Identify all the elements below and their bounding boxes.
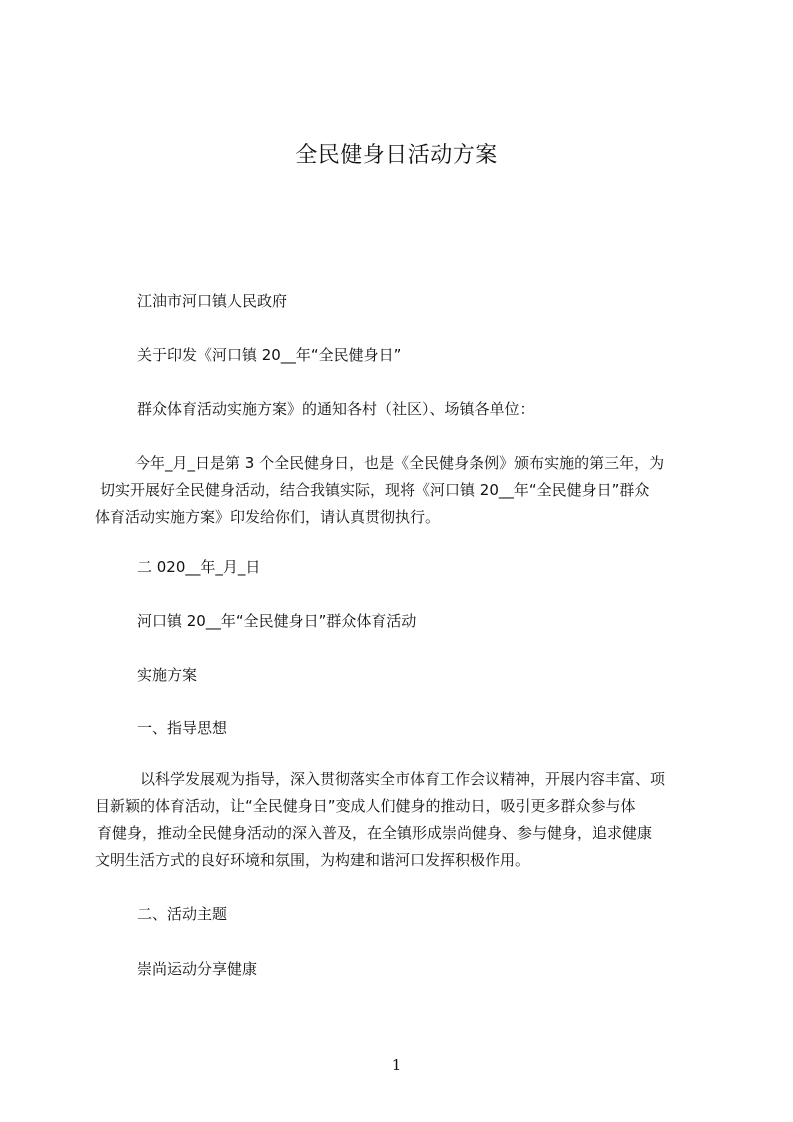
paragraph-guiding-line: 文明生活方式的良好环境和氛围，为构建和谐河口发挥积极作用。 <box>95 851 531 869</box>
section-heading-guiding-thought: 一、指导思想 <box>137 719 228 737</box>
paragraph-notice-line: 切实开展好全民健身活动，结合我镇实际，现将《河口镇 20__年“全民健身日”群众 <box>100 481 650 499</box>
date-line: 二 020__年_月_日 <box>137 558 261 576</box>
document-title: 全民健身日活动方案 <box>295 143 498 168</box>
paragraph-notice-line: 体育活动实施方案》印发给你们，请认真贯彻执行。 <box>95 508 441 526</box>
page-number: 1 <box>391 1056 402 1074</box>
plan-title-line-2: 实施方案 <box>137 666 198 684</box>
paragraph-notice-line: 今年_月_日是第 3 个全民健身日，也是《全民健身条例》颁布实施的第三年，为 <box>135 454 665 472</box>
notice-line-2: 群众体育活动实施方案》的通知各村（社区）、场镇各单位： <box>137 400 535 418</box>
theme-line: 崇尚运动分享健康 <box>137 960 258 978</box>
paragraph-guiding-line: 以科学发展观为指导，深入贯彻落实全市体育工作会议精神，开展内容丰富、项 <box>140 770 666 788</box>
paragraph-guiding-line: 育健身，推动全民健身活动的深入普及，在全镇形成崇尚健身、参与健身，追求健康 <box>97 824 653 842</box>
notice-line-1: 关于印发《河口镇 20__年“全民健身日” <box>137 346 402 364</box>
paragraph-guiding-line: 目新颖的体育活动，让“全民健身日”变成人们健身的推动日，吸引更多群众参与体 <box>95 797 636 815</box>
paragraph-guiding-thought <box>95 766 700 874</box>
paragraph-notice <box>95 450 700 531</box>
section-heading-theme: 二、活动主题 <box>137 905 228 923</box>
plan-title-line-1: 河口镇 20__年“全民健身日”群众体育活动 <box>137 612 417 630</box>
issuer-line: 江油市河口镇人民政府 <box>137 292 288 310</box>
